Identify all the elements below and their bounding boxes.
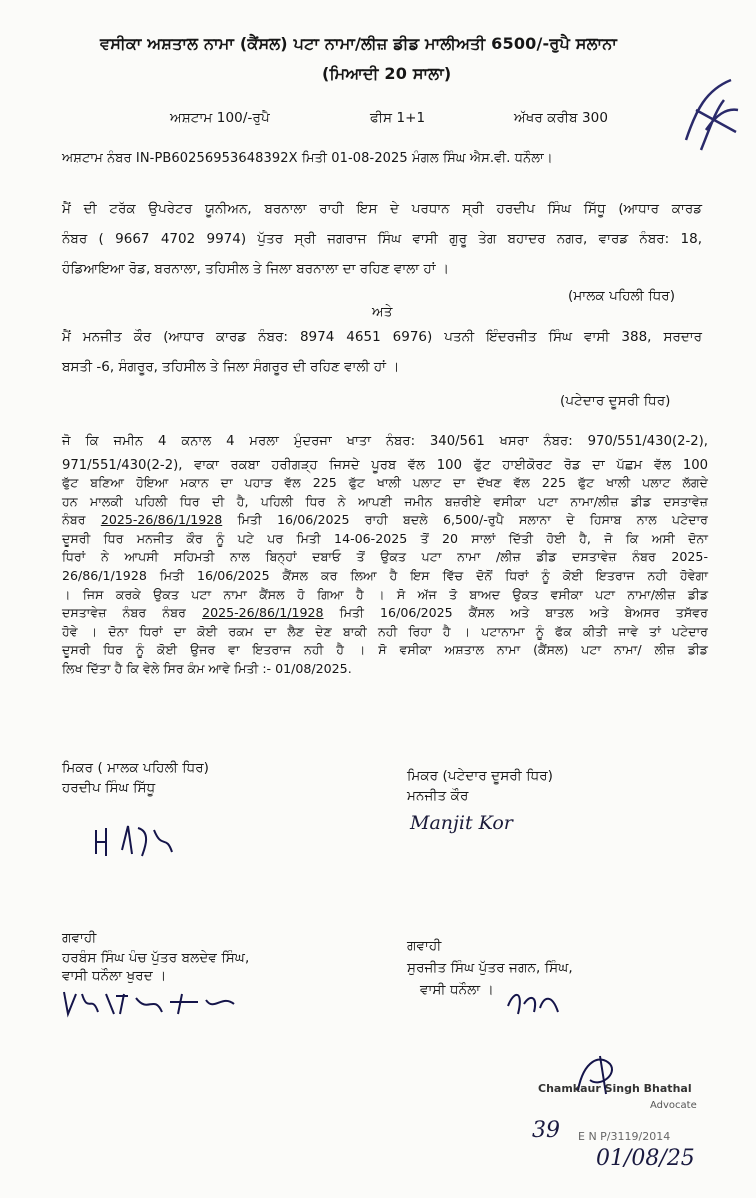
signatory1-name: ਹਰਦੀਪ ਸਿੰਘ ਸਿੱਧੂ xyxy=(62,780,156,796)
agreement-body xyxy=(62,474,708,679)
witness1-line1: ਹਰਬੰਸ ਸਿੰਘ ਪੰਚ ਪੁੱਤਰ ਬਲਦੇਵ ਸਿੰਘ, xyxy=(62,950,250,966)
stamp-number-line: ਅਸ਼ਟਾਮ ਨੰਬਰ IN-PB60256953648392X ਮਿਤੀ 01-08-2025 ਮੰਗਲ ਸਿੰਘ ਐਸ.ਵੀ. ਧਨੌਲਾ। xyxy=(62,151,553,166)
signature-mark xyxy=(92,820,202,860)
stamp-fee: ਫੀਸ 1+1 xyxy=(370,110,426,126)
paragraph-line: ਫੁੱਟ ਬਣਿਆ ਹੋਇਆ ਮਕਾਨ ਦਾ ਪਹਾੜ ਵੱਲ 225 ਫੁੱਟ ਖਾਲੀ ਪਲਾਟ ਦਾ ਦੱਖਣ ਵੱਲ 225 ਫੁੱਟ ਖਾਲੀ ਪਲਾਟ ਲੱਗਦੇ xyxy=(62,475,708,490)
paragraph-line: ਦਸਤਾਵੇਜ਼ ਨੰਬਰ ਨੰਬਰ 2025-26/86/1/1928 ਮਿਤੀ 16/06/2025 ਕੈਂਸਲ ਅਤੇ ਬਾਤਲ ਅਤੇ ਬੇਅਸਰ ਤਸੱਵਰ xyxy=(62,605,708,621)
paragraph-line: 971/551/430(2-2), ਵਾਕਾ ਰਕਬਾ ਹਰੀਗੜ੍ਹ ਜਿਸਦੇ ਪੂਰਬ ਵੱਲ 100 ਫੁੱਟ ਹਾਈਕੋਰਟ ਰੋਡ ਦਾ ਪੱਛਮ ਵੱਲ 100 xyxy=(62,458,708,473)
paragraph-line: ਮੈਂ ਮਨਜੀਤ ਕੌਰ (ਆਧਾਰ ਕਾਰਡ ਨੰਬਰ: 8974 4651 6976) ਪਤਨੀ ਇੰਦਰਜੀਤ ਸਿੰਘ ਵਾਸੀ 388, ਸਰਦਾਰ xyxy=(62,329,702,345)
second-party-label: (ਪਟੇਦਾਰ ਦੂਸਰੀ ਧਿਰ) xyxy=(560,393,671,409)
stamp-word-count: ਅੱਖਰ ਕਰੀਬ 300 xyxy=(514,110,609,126)
first-party-label: (ਮਾਲਕ ਪਹਿਲੀ ਧਿਰ) xyxy=(568,288,676,304)
witness1-signature xyxy=(58,984,238,1024)
paragraph-line: ਹੰਡਿਆਇਆ ਰੋਡ, ਬਰਨਾਲਾ, ਤਹਿਸੀਲ ਤੇ ਜਿਲਾ ਬਰਨਾਲਾ ਦਾ ਰਹਿਣ ਵਾਲਾ ਹਾਂ । xyxy=(62,261,449,277)
witness1-label: ਗਵਾਹੀ xyxy=(62,930,97,946)
document-title-line1: ਵਸੀਕਾ ਅਸ਼ਤਾਲ ਨਾਮਾ (ਕੈਂਸਲ) ਪਟਾ ਨਾਮਾ/ਲੀਜ਼ ਡੀਡ ਮਾਲੀਅਤੀ 6500/-ਰੁਪੈ ਸਲਾਨਾ xyxy=(100,34,618,53)
signatory2-name: ਮਨਜੀਤ ਕੌਰ xyxy=(407,788,469,804)
and-connector: ਅਤੇ xyxy=(372,304,393,320)
land-description xyxy=(62,430,708,478)
advocate-title: Advocate xyxy=(650,1100,697,1111)
paragraph-line: ਨੰਬਰ ( 9667 4702 9974) ਪੁੱਤਰ ਸ੍ਰੀ ਜਗਰਾਜ ਸਿੰਘ ਵਾਸੀ ਗੁਰੂ ਤੇਗ ਬਹਾਦਰ ਨਗਰ, ਵਾਰਡ ਨੰਬਰ: 18, xyxy=(62,231,702,247)
paragraph-line: ਬਸਤੀ -6, ਸੰਗਰੂਰ, ਤਹਿਸੀਲ ਤੇ ਜਿਲਾ ਸੰਗਰੂਰ ਦੀ ਰਹਿਣ ਵਾਲੀ ਹਾਂ । xyxy=(62,359,400,375)
paragraph-line: ਦੂਸਰੀ ਧਿਰ ਨੂੰ ਕੋਈ ਉਜਰ ਵਾ ਇਤਰਾਜ ਨਹੀ ਹੈ । ਸੋ ਵਸੀਕਾ ਅਸ਼ਤਾਲ ਨਾਮਾ (ਕੈਂਸਲ) ਪਟਾ ਨਾਮਾ/ ਲੀਜ਼ ਡੀਡ xyxy=(62,642,708,658)
second-party-paragraph xyxy=(62,322,702,382)
witness2-line1: ਸੁਰਜੀਤ ਸਿੰਘ ਪੁੱਤਰ ਜਗਨ, ਸਿੰਘ, xyxy=(407,960,573,976)
advocate-name: Chamkaur Singh Bhathal xyxy=(538,1082,692,1095)
handwritten-date: 01/08/25 xyxy=(596,1146,695,1171)
paragraph-line: ਜੋ ਕਿ ਜਮੀਨ 4 ਕਨਾਲ 4 ਮਰਲਾ ਮੁੰਦਰਜਾ ਖਾਤਾ ਨੰਬਰ: 340/561 ਖਸਰਾ ਨੰਬਰ: 970/551/430(2-2), xyxy=(62,434,708,449)
paragraph-line: ਮੈਂ ਦੀ ਟਰੱਕ ਉਪਰੇਟਰ ਯੂਨੀਅਨ, ਬਰਨਾਲਾ ਰਾਹੀ ਇਸ ਦੇ ਪਰਧਾਨ ਸ੍ਰੀ ਹਰਦੀਪ ਸਿੰਘ ਸਿੱਧੂ (ਆਧਾਰ ਕਾਰਡ xyxy=(62,201,702,217)
signatory1-label: ਮਿਕਰ ( ਮਾਲਕ ਪਹਿਲੀ ਧਿਰ) xyxy=(62,760,210,776)
paragraph-line: ਧਿਰਾਂ ਨੇ ਆਪਸੀ ਸਹਿਮਤੀ ਨਾਲ ਬਿਨ੍ਹਾਂ ਦਬਾਓ ਤੋਂ ਉਕਤ ਪਟਾ ਨਾਮਾ /ਲੀਜ਼ ਡੀਡ ਦਸਤਾਵੇਜ਼ ਨੰਬਰ 2025- xyxy=(62,549,708,565)
document-title-line2: (ਮਿਆਦੀ 20 ਸਾਲਾ) xyxy=(322,64,452,83)
signatory2-label: ਮਿਕਰ (ਪਟੇਦਾਰ ਦੂਸਰੀ ਧਿਰ) xyxy=(407,768,554,784)
paragraph-line: 26/86/1/1928 ਮਿਤੀ 16/06/2025 ਕੈਂਸਲ ਕਰ ਲਿਆ ਹੈ ਇਸ ਵਿੱਚ ਦੋਨੋਂ ਧਿਰਾਂ ਨੂੰ ਕੋਈ ਇਤਰਾਜ ਨਹੀ ਹੋਵੇਗਾ xyxy=(62,567,708,583)
handwritten-number: 39 xyxy=(532,1118,560,1143)
paragraph-line: ਲਿਖ ਦਿੱਤਾ ਹੈ ਕਿ ਵੇਲੇ ਸਿਰ ਕੰਮ ਆਵੇ ਮਿਤੀ :- 01/08/2025. xyxy=(62,660,352,676)
paragraph-line: ਨੰਬਰ 2025-26/86/1/1928 ਮਿਤੀ 16/06/2025 ਰਾਹੀ ਬਦਲੇ 6,500/-ਰੁਪੈ ਸਲਾਨਾ ਦੇ ਹਿਸਾਬ ਨਾਲ ਪਟੇਦਾਰ xyxy=(62,512,708,528)
witness2-label: ਗਵਾਹੀ xyxy=(407,938,442,954)
stamp-amount: ਅਸ਼ਟਾਮ 100/-ਰੁਪੈ xyxy=(170,110,270,126)
first-party-paragraph xyxy=(62,194,702,284)
signatory1-signature xyxy=(92,820,202,866)
paragraph-line: । ਜਿਸ ਕਰਕੇ ਉਕਤ ਪਟਾ ਨਾਮਾ ਕੈਂਸਲ ਹੋ ਗਿਆ ਹੈ । ਸੋ ਅੱਜ ਤੋ ਬਾਅਦ ਉਕਤ ਵਸੀਕਾ ਪਟਾ ਨਾਮਾ/ਲੀਜ਼ ਡੀਡ xyxy=(62,586,708,602)
witness2-line2: ਵਾਸੀ ਧਨੌਲਾ । xyxy=(420,982,494,998)
paragraph-line: ਹਨ ਮਾਲਕੀ ਪਹਿਲੀ ਧਿਰ ਦੀ ਹੈ, ਪਹਿਲੀ ਧਿਰ ਨੇ ਆਪਣੀ ਜਮੀਨ ਬਜ਼ਰੀਏ ਵਸੀਕਾ ਪਟਾ ਨਾਮਾ/ਲੀਜ਼ ਡੀਡ ਦਸਤਾਵੇਜ਼ xyxy=(62,493,708,509)
signatory2-signature: Manjit Kor xyxy=(410,812,513,834)
paragraph-line: ਦੂਸਰੀ ਧਿਰ ਮਨਜੀਤ ਕੌਰ ਨੂੰ ਪਟੇ ਪਰ ਮਿਤੀ 14-06-2025 ਤੋਂ 20 ਸਾਲਾਂ ਦਿੱਤੀ ਹੋਈ ਹੈ, ਜੋ ਕਿ ਅਸੀ ਦੋਨਾ xyxy=(62,530,708,546)
paragraph-line: ਹੋਵੇ । ਦੋਨਾ ਧਿਰਾਂ ਦਾ ਕੋਈ ਰਕਮ ਦਾ ਲੈਣ ਦੇਣ ਬਾਕੀ ਨਹੀ ਰਿਹਾ ਹੈ । ਪਟਾਨਾਮਾ ਨੂੰ ਫੱਕ ਕੀਤੀ ਜਾਵੇ ਤਾਂ ਪਟੇਦਾਰ xyxy=(62,623,708,639)
witness1-line2: ਵਾਸੀ ਧਨੌਲਾ ਖੁਰਦ । xyxy=(62,968,167,984)
witness2-signature xyxy=(504,986,564,1020)
seal-scribble xyxy=(676,70,754,160)
advocate-registration: E N P/3119/2014 xyxy=(578,1130,671,1143)
